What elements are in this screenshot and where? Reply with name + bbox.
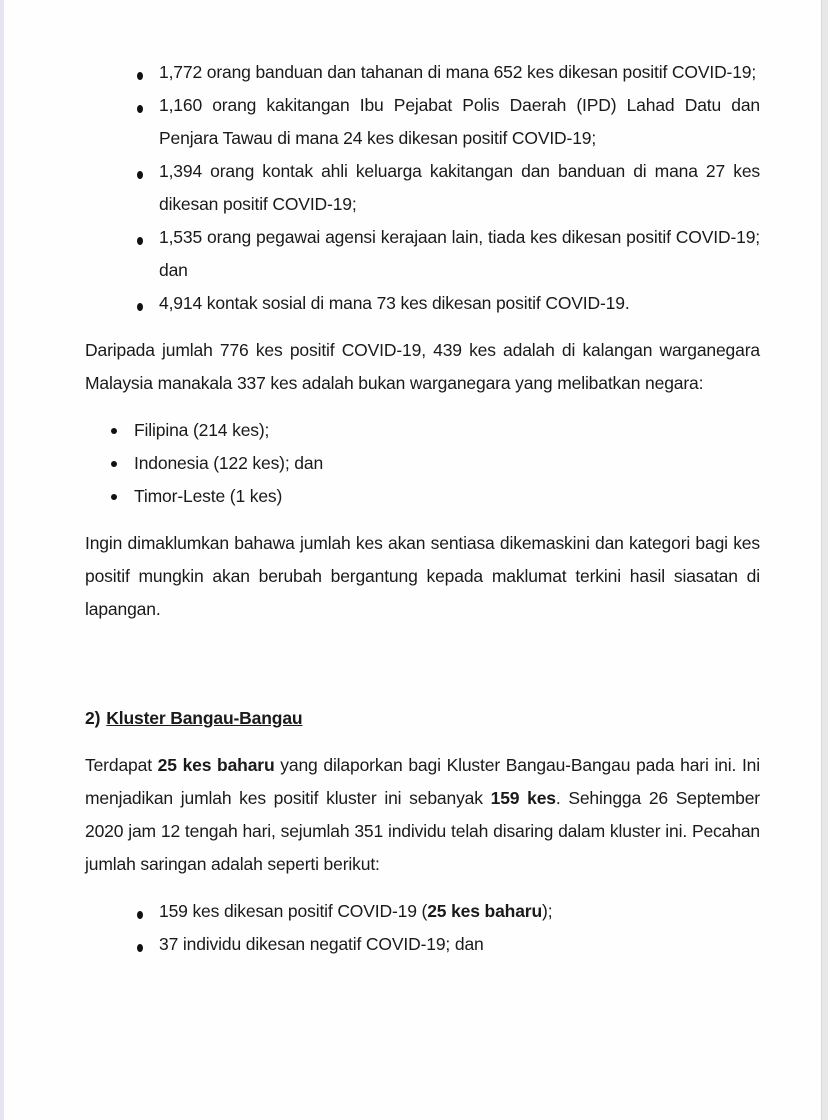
list-item: Indonesia (122 kes); dan (85, 447, 760, 480)
page-left-edge (0, 0, 4, 1120)
screening-list (85, 56, 760, 320)
page-right-edge (821, 0, 828, 1120)
text: yang dilaporkan bagi Kluster Bangau-Bangau pada hari ini. Ini menjadikan jumlah kes positif kluster ini sebanyak (85, 755, 760, 808)
notice-paragraph: Ingin dimaklumkan bahawa jumlah kes akan sentiasa dikemaskini dan kategori bagi kes positif mungkin akan berubah bergantung kepada maklumat terkini hasil siasatan di lapangan. (85, 533, 760, 619)
section-title: Kluster Bangau-Bangau (106, 708, 303, 728)
text: . Sehingga 26 September 2020 jam 12 tengah hari, sejumlah 351 individu telah disaring dalam kluster ini. Pecahan jumlah saringan adalah seperti berikut: (85, 788, 760, 874)
document-page (85, 56, 760, 961)
section-heading (85, 702, 760, 735)
list-item: 1,160 orang kakitangan Ibu Pejabat Polis Daerah (IPD) Lahad Datu dan Penjara Tawau di mana 24 kes dikesan positif COVID-19; (85, 89, 760, 155)
cluster-paragraph (85, 749, 760, 881)
list-item: Timor-Leste (1 kes) (85, 480, 760, 513)
list-item: Filipina (214 kes); (85, 414, 760, 447)
list-item: 37 individu dikesan negatif COVID-19; dan (85, 928, 760, 961)
text: Terdapat (85, 755, 158, 775)
cluster-screening-list (85, 895, 760, 961)
country-list (85, 414, 760, 513)
list-item: 1,772 orang banduan dan tahanan di mana 652 kes dikesan positif COVID-19; (85, 56, 760, 89)
bold-text: 25 kes baharu (157, 755, 275, 775)
list-item: 4,914 kontak sosial di mana 73 kes dikesan positif COVID-19. (85, 287, 760, 320)
nationality-paragraph: Daripada jumlah 776 kes positif COVID-19, 439 kes adalah di kalangan warganegara Malaysia manakala 337 kes adalah bukan warganegara yang melibatkan negara: (85, 340, 760, 393)
list-item: 1,394 orang kontak ahli keluarga kakitangan dan banduan di mana 27 kes dikesan positif COVID-19; (85, 155, 760, 221)
list-item: 1,535 orang pegawai agensi kerajaan lain, tiada kes dikesan positif COVID-19; dan (85, 221, 760, 287)
section-number: 2) (85, 708, 101, 728)
list-item: 159 kes dikesan positif COVID-19 (25 kes baharu); (85, 895, 760, 928)
bold-text: 159 kes (490, 788, 556, 808)
